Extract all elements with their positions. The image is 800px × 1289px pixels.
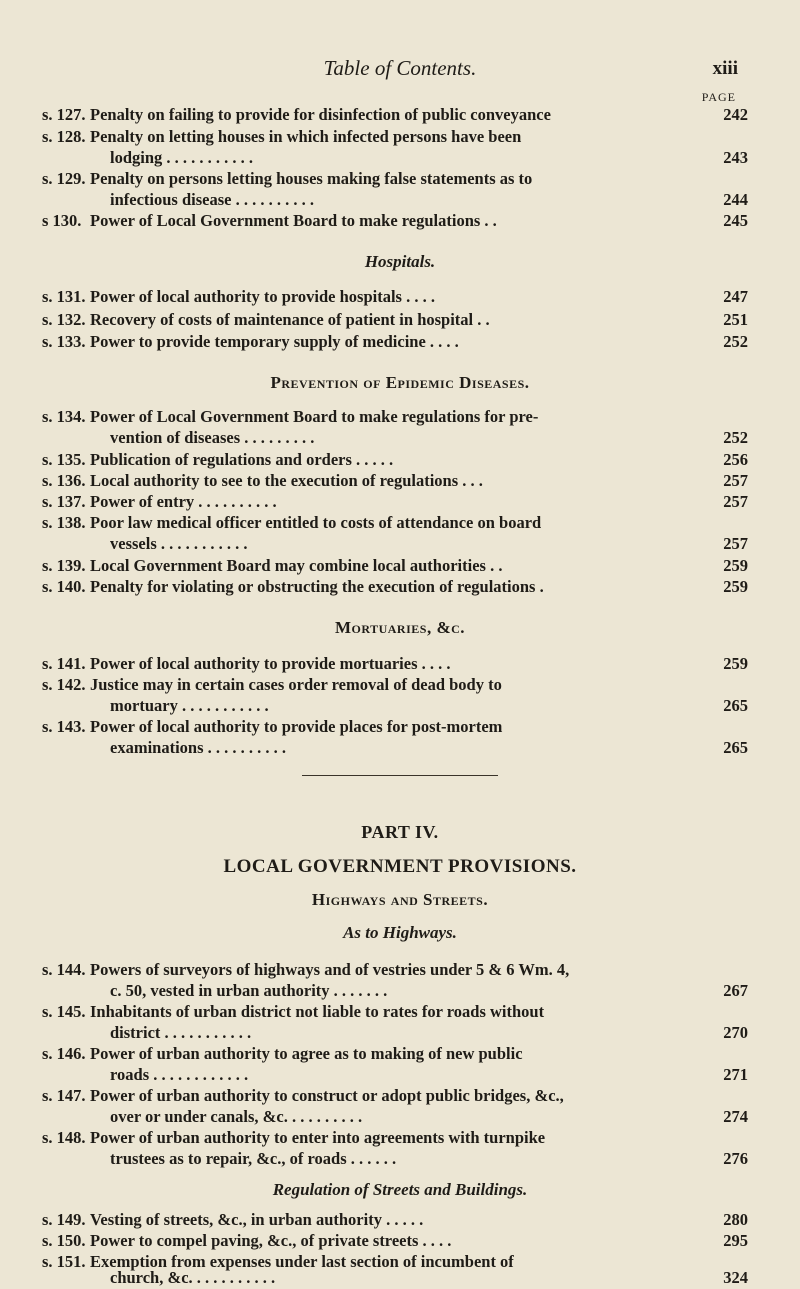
entry-text: Power of Local Government Board to make regulations for pre- [90,407,539,426]
section-heading: Mortuaries, &c. [334,618,466,637]
entry-text: Power of local authority to provide places for post-mortem [90,717,503,736]
part-subtitle: LOCAL GOVERNMENT PROVISIONS. [223,856,577,877]
entry-text: Inhabitants of urban district not liable to rates for roads without [90,1002,545,1021]
entry-text-continued: over or under canals, &c. . . . . . . . . . [110,1107,363,1126]
section-number: s. 133. [42,332,86,351]
entry-text-continued: mortuary . . . . . . . . . . . [110,696,269,715]
page-ref: 280 [723,1210,748,1229]
section-number: s. 128. [42,127,86,146]
entry-text: Vesting of streets, &c., in urban authority . . . . . [90,1210,424,1229]
entry-text: Power to compel paving, &c., of private streets . . . . [90,1231,452,1250]
section-number: s. 149. [42,1210,86,1229]
section-number: s. 134. [42,407,86,426]
page-ref: 252 [723,428,748,447]
entry-text-continued: roads . . . . . . . . . . . . [110,1065,249,1084]
entry-text: Publication of regulations and orders . . . . . [90,450,394,469]
section-number: s. 135. [42,450,86,469]
entry-text-continued: lodging . . . . . . . . . . . [110,148,254,167]
section-heading: Hospitals. [364,252,436,271]
page-ref: 243 [723,148,748,167]
page-ref: 274 [723,1107,748,1126]
page-ref: 295 [723,1231,748,1250]
entry-text: Power to provide temporary supply of medicine . . . . [90,332,459,351]
entry-text: Power of urban authority to construct or adopt public bridges, &c., [90,1086,564,1105]
entry-text: Penalty for violating or obstructing the execution of regulations . [90,577,544,596]
section-number: s. 147. [42,1086,86,1105]
page-ref: 276 [723,1149,748,1168]
page-ref: 259 [723,577,748,596]
entry-text: Power of Local Government Board to make regulations . . [90,211,497,230]
page-ref: 251 [723,310,748,329]
subsection-heading: Regulation of Streets and Buildings. [272,1180,528,1199]
page-number: xiii [712,58,738,79]
section-number: s. 136. [42,471,86,490]
entry-text: Penalty on failing to provide for disinfection of public conveyance [90,105,551,124]
section-heading: Highways and Streets. [311,890,489,909]
page-header [0,56,800,80]
section-divider [302,775,498,776]
entry-text-continued: infectious disease . . . . . . . . . . [110,190,314,209]
entry-text: Power of local authority to provide mortuaries . . . . [90,654,451,673]
entry-text-continued: trustees as to repair, &c., of roads . . . . . . [110,1149,397,1168]
entry-text: Power of urban authority to enter into agreements with turnpike [90,1128,546,1147]
section-number: s. 148. [42,1128,86,1147]
entry-text: Power of entry . . . . . . . . . . [90,492,277,511]
section-number: s. 129. [42,169,86,188]
section-number: s. 142. [42,675,86,694]
page-ref: 242 [723,105,748,124]
section-number: s. 140. [42,577,86,596]
entry-text: Power of local authority to provide hospitals . . . . [90,287,435,306]
page-ref: 247 [723,287,748,306]
page-ref: 265 [723,696,748,715]
entry-text-continued: vention of diseases . . . . . . . . . [110,428,315,447]
entry-text: Penalty on letting houses in which infected persons have been [90,127,522,146]
part-title: PART IV. [361,822,439,842]
section-number: s. 137. [42,492,86,511]
subsection-heading: As to Highways. [343,923,457,942]
section-number: s. 139. [42,556,86,575]
entry-text-continued: vessels . . . . . . . . . . . [110,534,248,553]
page-ref: 265 [723,738,748,757]
entry-text: Recovery of costs of maintenance of patient in hospital . . [90,310,490,329]
entry-text-continued: church, &c. . . . . . . . . . . [110,1268,276,1287]
page-ref: 259 [723,556,748,575]
entry-text: Powers of surveyors of highways and of vestries under 5 & 6 Wm. 4, [90,960,570,979]
page-ref: 257 [723,492,748,511]
section-number: s. 143. [42,717,86,736]
section-heading: Prevention of Epidemic Diseases. [270,373,530,392]
section-number: s. 132. [42,310,86,329]
section-number: s. 127. [42,105,86,124]
section-number: s 130. [42,211,82,230]
page-ref: 256 [723,450,748,469]
section-number: s. 146. [42,1044,86,1063]
page-ref: 267 [723,981,748,1000]
page-ref: 259 [723,654,748,673]
section-number: s. 141. [42,654,86,673]
page-ref: 271 [723,1065,748,1084]
entry-text-continued: district . . . . . . . . . . . [110,1023,252,1042]
page-column-label: PAGE [701,90,736,104]
entry-text: Penalty on persons letting houses making false statements as to [90,169,533,188]
section-number: s. 131. [42,287,86,306]
page-ref: 324 [723,1268,748,1287]
entry-text: Local authority to see to the execution of regulations . . . [90,471,483,490]
section-number: s. 145. [42,1002,86,1021]
page-ref: 270 [723,1023,748,1042]
entry-text: Local Government Board may combine local authorities . . [90,556,503,575]
entry-text-continued: c. 50, vested in urban authority . . . . . . . [110,981,388,1000]
entry-text: Exemption from expenses under last section of incumbent of [90,1252,514,1271]
section-number: s. 151. [42,1252,86,1271]
page-ref: 244 [723,190,748,209]
section-number: s. 138. [42,513,86,532]
entry-text: Poor law medical officer entitled to costs of attendance on board [90,513,542,532]
page-ref: 257 [723,534,748,553]
page-ref: 252 [723,332,748,351]
entry-text-continued: examinations . . . . . . . . . . [110,738,287,757]
entry-text: Power of urban authority to agree as to making of new public [90,1044,523,1063]
running-title: Table of Contents. [323,56,477,80]
section-number: s. 150. [42,1231,86,1250]
entry-text: Justice may in certain cases order removal of dead body to [90,675,502,694]
page-ref: 257 [723,471,748,490]
section-number: s. 144. [42,960,86,979]
page-ref: 245 [723,211,748,230]
